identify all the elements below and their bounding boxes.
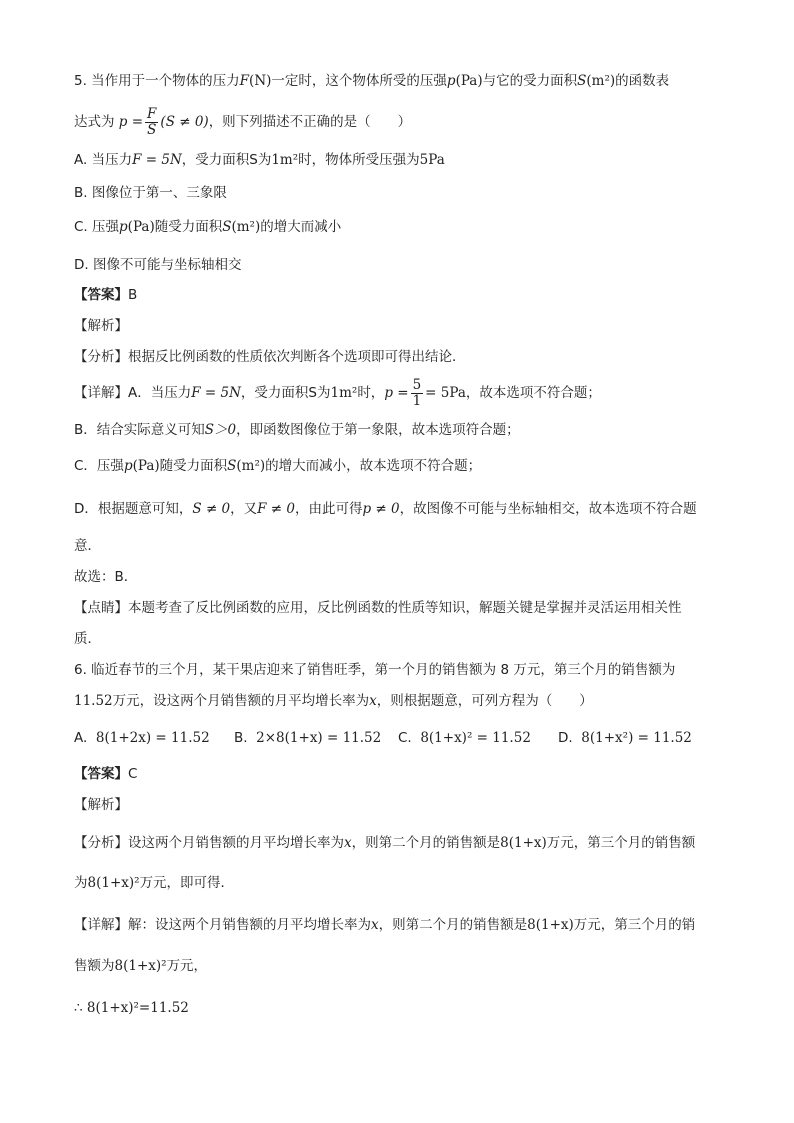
q5-dianjing	[74, 598, 682, 618]
unit-pa: (Pa)	[127, 219, 155, 235]
q5-detail-c	[74, 456, 481, 476]
fenxi-tag: 【分析】	[74, 835, 128, 851]
detail-force: F = 5N	[191, 385, 241, 401]
fraction-denominator: S	[147, 121, 157, 138]
fenxi-text: 万元，第三个月的销售额	[546, 835, 696, 851]
formula-condition: (S ≠ 0)	[160, 114, 209, 130]
q5-answer	[74, 285, 137, 305]
var-s: S	[227, 458, 237, 474]
detail-text: ，故本选项不符合题；	[465, 385, 601, 401]
answer-tag: 【答案】	[74, 766, 128, 782]
detail-text: D．根据题意可知，	[74, 501, 193, 517]
option-label: C.	[398, 730, 412, 746]
q5-detail-b	[74, 420, 520, 440]
xiangjie-tag: 【详解】	[74, 385, 128, 401]
q6-stem-text: 万元，设这两个月销售额的月平均增长率为	[112, 693, 370, 709]
option-text: 随受力面积	[154, 219, 223, 235]
var-s: S	[222, 219, 232, 235]
q6-option-a	[74, 728, 210, 748]
detail-text: 时，	[357, 385, 385, 401]
detail-fraction	[411, 378, 424, 409]
q5-stem-text: 的函数表	[615, 73, 670, 89]
q5-stem-line2	[74, 104, 411, 140]
option-label: A.	[74, 730, 88, 746]
q6-option-b	[234, 728, 381, 748]
option-label: D.	[558, 730, 573, 746]
fraction-denominator: 1	[412, 392, 422, 409]
q6-fenxi-line2	[74, 873, 234, 893]
option-text: C. 压强	[74, 219, 120, 235]
fenxi-expression: 8(1+x)	[500, 835, 547, 851]
detail-text: 随受力面积	[159, 458, 228, 474]
var-x: x	[369, 693, 377, 709]
xiangjie-text: ，则第二个月的销售额是	[378, 917, 528, 933]
option-a-area: 1m²	[271, 152, 299, 168]
detail-condition: S＞0	[204, 422, 237, 438]
option-text: 时，物体所受压强为	[298, 152, 420, 168]
detail-text: A．当压力	[128, 385, 192, 401]
q5-option-c	[74, 217, 341, 237]
q5-detail-a: 【详解】A．当压力F = 5N，受力面积S为1m²时，p = $\frac{5}{1}$ = 5Pa，故本选项不符合题；	[74, 376, 601, 409]
unit-m2: (m²)	[236, 458, 266, 474]
q6-stem-line2	[74, 691, 593, 711]
q5-detail-d-cont: 意．	[74, 538, 101, 554]
dianjing-text: 本题考查了反比例函数的应用，反比例函数的性质等知识，解题关键是掌握并灵活运用相关性	[128, 600, 682, 616]
detail-text: ，又	[230, 501, 258, 517]
q5-option-d: D. 图像不可能与坐标轴相交	[74, 257, 242, 273]
fenxi-tag: 【分析】	[74, 349, 128, 365]
fenxi-text: ，则第二个月的销售额是	[351, 835, 501, 851]
q6-stem-text: ，则根据题意，可列方程为（ ）	[376, 693, 593, 709]
q6-final-equation: ∴ 8(1+x)²=11.52	[74, 1000, 189, 1016]
unit-m2: (m²)	[231, 219, 261, 235]
q5-dianjing-cont: 质．	[74, 631, 101, 647]
detail-text: C．压强	[74, 458, 124, 474]
detail-text: ，由此可得	[295, 501, 363, 517]
formula-fraction	[145, 107, 158, 138]
detail-text: B．结合实际意义可知	[74, 422, 205, 438]
option-text: 的增大而减小	[260, 219, 342, 235]
q5-detail-d	[74, 499, 697, 519]
q6-amount: 11.52	[74, 693, 113, 709]
option-b-equation: 2×8(1+x) = 11.52	[256, 730, 382, 746]
fenxi-text: 根据反比例函数的性质依次判断各个选项即可得出结论．	[128, 349, 466, 365]
detail-text: ，受力面积S为	[240, 385, 331, 401]
unit-pa: (Pa)	[132, 458, 160, 474]
q5-stem-text: 一定时，这个物体所受的压强	[271, 73, 447, 89]
dianjing-tag: 【点睛】	[74, 600, 128, 616]
fenxi-expression: 8(1+x)²	[87, 875, 140, 891]
detail-text: ，即函数图像位于第一象限，故本选项符合题；	[236, 422, 520, 438]
xiangjie-text: 售额为	[74, 958, 115, 974]
detail-s-condition: S ≠ 0	[192, 501, 231, 517]
detail-area: 1m²	[330, 385, 358, 401]
q5-stem-text: 5. 当作用于一个物体的压力	[74, 73, 240, 89]
q6-jiexi-heading: 【解析】	[74, 797, 128, 813]
detail-p-condition: p ≠ 0	[362, 501, 400, 517]
var-p: p	[123, 458, 133, 474]
option-a-equation: 8(1+2x) = 11.52	[95, 730, 210, 746]
xiangjie-expression: 8(1+x)²	[114, 958, 167, 974]
q6-stem-line1: 6. 临近春节的三个月，某干果店迎来了销售旺季，第一个月的销售额为 8 万元，第三个月的销售额为	[74, 662, 676, 678]
q5-option-b: B. 图像位于第一、三象限	[74, 185, 227, 201]
xiangjie-text: 解：设这两个月销售额的月平均增长率为	[128, 917, 371, 933]
q5-stem-text: 与它的受力面积	[482, 73, 578, 89]
q5-stem-line1	[74, 71, 669, 91]
q6-option-c	[398, 728, 531, 748]
option-label: B.	[234, 730, 248, 746]
xiangjie-tag: 【详解】	[74, 917, 128, 933]
q5-stem-text: ，则下列描述不正确的是（ ）	[208, 114, 412, 130]
unit-pa: (Pa)	[455, 73, 483, 89]
q6-xiangjie-line1	[74, 915, 695, 935]
var-p: p	[119, 219, 128, 235]
q5-jiexi-heading: 【解析】	[74, 318, 128, 334]
detail-text: ，故图像不可能与坐标轴相交，故本选项不符合题	[399, 501, 697, 517]
xiangjie-expression: 8(1+x)	[527, 917, 574, 933]
q6-option-d	[558, 728, 692, 748]
option-c-equation: 8(1+x)² = 11.52	[420, 730, 531, 746]
option-a-force: F = 5N	[132, 152, 182, 168]
option-a-value: 5Pa	[419, 152, 445, 168]
var-x: x	[344, 835, 352, 851]
xiangjie-text: 万元，	[166, 958, 208, 974]
answer-value: C	[128, 766, 138, 782]
q5-option-a	[74, 150, 445, 170]
detail-f-condition: F ≠ 0	[257, 501, 295, 517]
detail-text: 的增大而减小，故本选项不符合题；	[265, 458, 482, 474]
xiangjie-text: 万元，第三个月的销	[573, 917, 696, 933]
option-d-equation: 8(1+x²) = 11.52	[581, 730, 692, 746]
var-f: F	[239, 73, 250, 89]
answer-tag: 【答案】	[74, 287, 128, 303]
var-p: p	[384, 385, 393, 401]
detail-result: = 5Pa	[425, 385, 466, 401]
q5-fenxi	[74, 347, 466, 367]
fenxi-text: 为	[74, 875, 88, 891]
q5-stem-text: 达式为	[74, 114, 115, 130]
q5-conclusion: 故选：B．	[74, 569, 138, 585]
q6-xiangjie-line2	[74, 956, 207, 976]
fraction-numerator: F	[147, 105, 157, 122]
fenxi-text: 设这两个月销售额的月平均增长率为	[128, 835, 344, 851]
option-text: ，受力面积S为	[181, 152, 272, 168]
q6-answer	[74, 764, 137, 784]
unit-m2: (m²)	[586, 73, 616, 89]
q6-fenxi-line1	[74, 833, 695, 853]
formula-lhs: p =	[118, 114, 144, 130]
option-text: A. 当压力	[74, 152, 133, 168]
answer-value: B	[128, 287, 138, 303]
var-p: p	[446, 73, 456, 89]
fenxi-text: 万元，即可得．	[139, 875, 235, 891]
var-s: S	[577, 73, 587, 89]
unit-n: (N)	[249, 73, 272, 89]
var-x: x	[371, 917, 379, 933]
fraction-numerator: 5	[412, 376, 422, 393]
